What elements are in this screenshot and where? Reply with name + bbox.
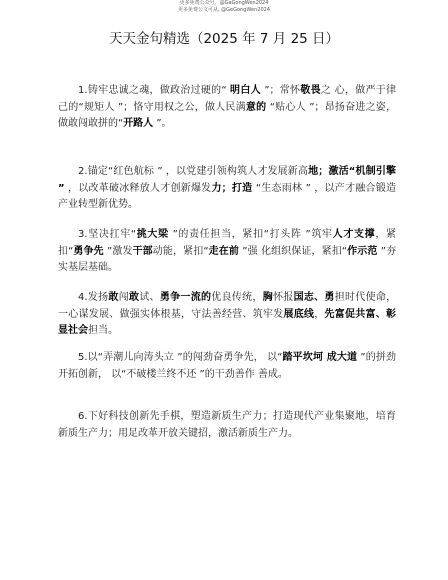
page-header xyxy=(0,0,448,14)
emphasis-text: 勇争先 xyxy=(73,245,104,257)
emphasis-text: 人才支撑 xyxy=(332,229,376,240)
body-text: 担当。 xyxy=(88,325,118,336)
emphasis-text: 意的 xyxy=(245,101,267,113)
body-text: 4.发扬 xyxy=(78,292,109,303)
paragraph-5 xyxy=(58,350,396,383)
emphasis-text: 挑大梁 xyxy=(136,229,169,240)
emphasis-text: 展底线 xyxy=(283,308,315,320)
paragraph-2 xyxy=(58,164,396,214)
header-line-2: 更多免费公文可从, @GeGongWen2024 xyxy=(177,7,271,13)
emphasis-text: 胸 xyxy=(262,292,273,303)
body-text: 优良传统， xyxy=(211,292,263,303)
body-text: ”强 化组织保证，紧扣“ xyxy=(238,245,348,257)
body-text: 试、 xyxy=(139,292,160,303)
body-text: ”的拼劲开拓创新， 以“不破楼兰终不还 ”的干劲善作 善成。 xyxy=(58,352,397,380)
emphasis-text: 敢 xyxy=(108,292,119,303)
emphasis-text: 干部 xyxy=(132,245,153,257)
body-text: ，紧扣“ xyxy=(58,229,396,257)
header-line-1: 更多免费公众号，@GaGongWen2024 xyxy=(179,0,269,6)
body-text: ，以改革破冰释放人才创新爆发 xyxy=(64,182,212,194)
emphasis-text: 踏平坎坷 成大道 xyxy=(282,352,358,363)
paragraph-3 xyxy=(58,227,396,277)
body-text: ”。 xyxy=(153,118,172,129)
emphasis-text: 开路人 xyxy=(123,118,154,129)
body-text: “贴心人 ”；昂扬奋进之姿，做敢闯敢拼的“ xyxy=(58,101,397,129)
emphasis-text: 明白人 xyxy=(230,85,261,96)
body-text: 3.坚决扛牢“ xyxy=(78,229,137,240)
body-text: 之 心，做严于律己的“规矩人 ”；恪守用权之公，做人民满 xyxy=(58,85,397,113)
body-text: 担时代使命，一心谋发展、做强实体根基，守法善经营、筑牢发 xyxy=(58,292,397,320)
emphasis-text: 作示范 xyxy=(347,245,378,257)
body-text: ”夯实基层基础。 xyxy=(58,245,397,273)
body-text: 怀报 xyxy=(273,292,294,303)
emphasis-text: 勇争一流的 xyxy=(159,292,212,303)
emphasis-text: 走在前 xyxy=(208,245,239,257)
paragraph-4 xyxy=(58,290,396,340)
emphasis-text: 力；打造 xyxy=(211,182,253,194)
body-text: ”激发 xyxy=(103,245,133,257)
body-text: ”的责任担当，紧扣“打头阵 ”筑牢 xyxy=(168,229,333,240)
body-text: 6.下好科技创新先手棋，塑造新质生产力；打造现代产业集聚地，培育新质生产力；用足改革开放关键招，激活新质生产力。 xyxy=(58,411,396,439)
body-text: 闯 xyxy=(118,292,129,303)
body-text: ”；常怀 xyxy=(260,85,301,96)
body-text: ， xyxy=(314,308,325,320)
document-title: 天天金句精选（2025 年 7 月 25 日） xyxy=(108,31,340,47)
emphasis-text: 地；激活“机制引擎 ” xyxy=(58,166,397,194)
emphasis-text: 敢 xyxy=(128,292,140,303)
emphasis-text: 国志、勇 xyxy=(293,292,335,303)
body-text: “生态雨林 ” ，以产才融合锻造产业转型新优势。 xyxy=(58,182,396,210)
emphasis-text: 先富促共富、彰显社会 xyxy=(58,308,396,336)
paragraph-1 xyxy=(58,83,396,133)
body-text: 1.铸牢忠诚之魂，做政治过硬的“ xyxy=(78,85,231,96)
paragraph-6 xyxy=(58,409,396,442)
body-text: 动能，紧扣“ xyxy=(152,245,209,257)
body-text: 5.以“弄潮儿向涛头立 ”的闯劲奋勇争先， 以“ xyxy=(78,352,283,363)
emphasis-text: 敬畏 xyxy=(300,85,321,96)
body-text: 2.锚定“红色航标 ” ，以党建引领构筑人才发展新高 xyxy=(78,166,309,177)
